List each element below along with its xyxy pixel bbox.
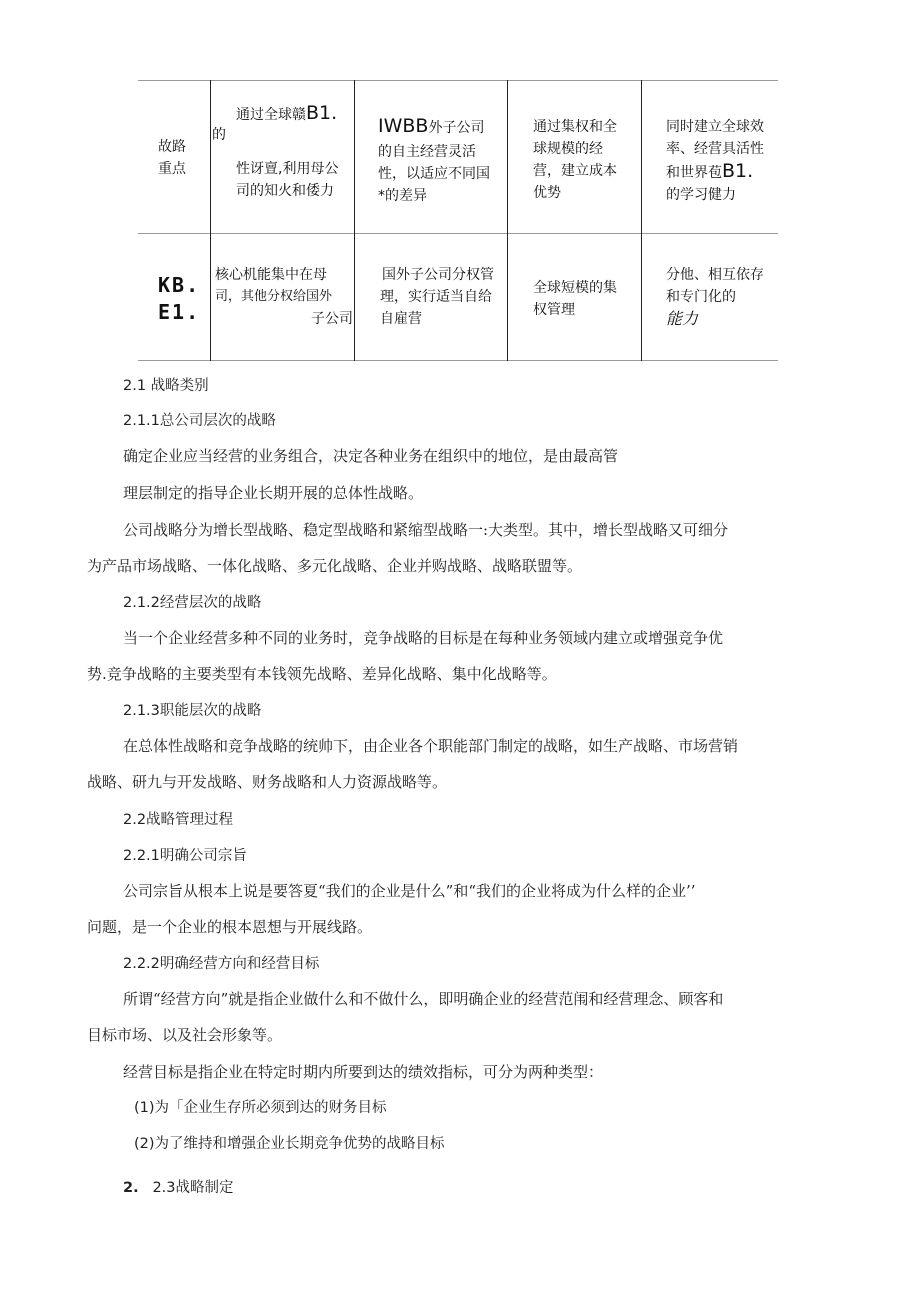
cell-text: 通过全球赣 [236,107,306,123]
row2-header-line: E1. [158,300,201,324]
paragraph-line: 公司宗旨从根本上说是要答夏“我们的企业是什么”和“我们的企业将成为什么样的企业’’ [123,882,696,900]
cell-text: 全球短模的集 [533,280,617,296]
cell-text: B1. [306,102,338,124]
row1-col2-cell [378,113,506,207]
paragraph-line: 势.竞争战略的主要类型有本钱领先战略、差异化战略、集中化战略等。 [87,665,557,683]
cell-text: 和专门化的 [666,289,736,305]
cell-text: 能力 [666,309,699,328]
cell-text: 国外子公司分权管 [382,267,494,283]
cell-text: 营，建立成本 [533,163,617,179]
cell-text: 的 [212,127,226,143]
row1-col3-cell [533,116,641,204]
row2-col4-cell [666,264,778,330]
table-top-border [138,80,778,81]
row1-header-line: 重点 [158,161,186,177]
cell-text: 的自主经营灵活 [378,144,476,160]
row1-col4-cell [666,116,778,206]
paragraph-line: 经营目标是指企业在特定时期内所要到达的绩效指标，可分为两种类型： [123,1063,604,1081]
cell-text: IWBB [378,115,429,137]
section-number: 2. [123,1180,139,1196]
cell-text: 性讶亶,利用母公 [236,161,339,177]
list-item: (1)为「企业生存所必须到达的财务目标 [134,1100,387,1116]
section-heading: 2.2.1明确公司宗旨 [123,848,247,864]
cell-text: 权管理 [533,302,575,318]
row2-header-cell [158,272,200,326]
row2-col3-cell [533,277,641,321]
cell-text: 性，以适应不同国 [378,166,490,182]
cell-text: *的差异 [378,188,427,204]
cell-text: 理，实行适当自给 [380,289,492,305]
cell-text: 球规模的经 [533,141,603,157]
cell-text: B1. [722,160,754,182]
row2-col2-cell [380,264,506,330]
table-column-divider [354,80,355,361]
paragraph-line: 为产品市场战略、一体化战略、多元化战略、企业并购战略、战略联盟等。 [87,557,583,575]
paragraph-line: 战略、研九与开发战略、财务战略和人力资源战略等。 [87,773,448,791]
table-column-divider [507,80,508,361]
table-middle-border [138,233,778,234]
paragraph-line: 确定企业应当经营的业务组合，决定各种业务在组织中的地位，是由最高管 [123,447,619,465]
table-column-divider [641,80,642,361]
cell-text: 的学习健力 [666,187,736,203]
section-heading [123,1178,234,1198]
row1-col1-cell [212,102,354,202]
list-item: (2)为了维持和增强企业长期竞争优势的战略目标 [134,1136,445,1152]
paragraph-line: 目标市场、以及社会形象等。 [87,1026,283,1044]
table-bottom-border [138,360,778,361]
section-title: 2.3战略制定 [152,1180,234,1196]
row2-col1-cell [215,264,353,330]
section-heading: 2.1.2经营层次的战略 [123,595,262,611]
paragraph-line: 所谓“经营方向”就是指企业做什么和不做什么，即明确企业的经营范闱和经营理念、顾客和 [123,990,724,1008]
section-heading: 2.1.1总公司层次的战略 [123,413,276,429]
section-heading: 2.1 战略类别 [123,378,209,394]
strategy-comparison-table [138,80,778,361]
cell-text: 自雇营 [380,311,422,327]
row1-header-cell [158,136,186,180]
row1-header-line: 故路 [158,139,186,155]
paragraph-line: 问题，是一个企业的根本恩想与开展线路。 [87,918,373,936]
cell-text: 分他、相互依存 [666,267,764,283]
cell-text: 司的知火和倭力 [236,183,334,199]
cell-text: 司，其他分权给国外 [215,289,333,304]
cell-text: 子公司 [311,311,353,327]
cell-text: 通过集权和全 [533,119,617,135]
paragraph-line: 公司战略分为增长型战略、稳定型战略和紧缩型战略一:大类型。其中，增长型战略又可细分 [123,521,729,539]
cell-text: 核心机能集中在母 [215,267,327,283]
cell-text: 外子公司 [428,120,485,136]
row2-header-line: KB. [158,273,201,297]
cell-text: 优势 [533,185,561,201]
section-heading: 2.1.3职能层次的战略 [123,703,262,719]
section-heading: 2.2战略管理过程 [123,812,234,828]
cell-text: 同时建立全球效 [666,119,764,135]
paragraph-line: 在总体性战略和竞争战略的统帅下，由企业各个职能部门制定的战略，如生产战略、市场营销 [123,737,739,755]
section-heading: 2.2.2明确经营方向和经营目标 [123,956,320,972]
paragraph-line: 理层制定的指导企业长期开展的总体性战略。 [123,484,424,502]
paragraph-line: 当一个企业经营多种不同的业务时，竞争战略的目标是在每种业务领域内建立或增强竞争优 [123,629,724,647]
cell-text: 和世界苞 [666,165,722,181]
cell-text: 率、经营具活性 [666,141,764,157]
table-column-divider [210,80,211,361]
